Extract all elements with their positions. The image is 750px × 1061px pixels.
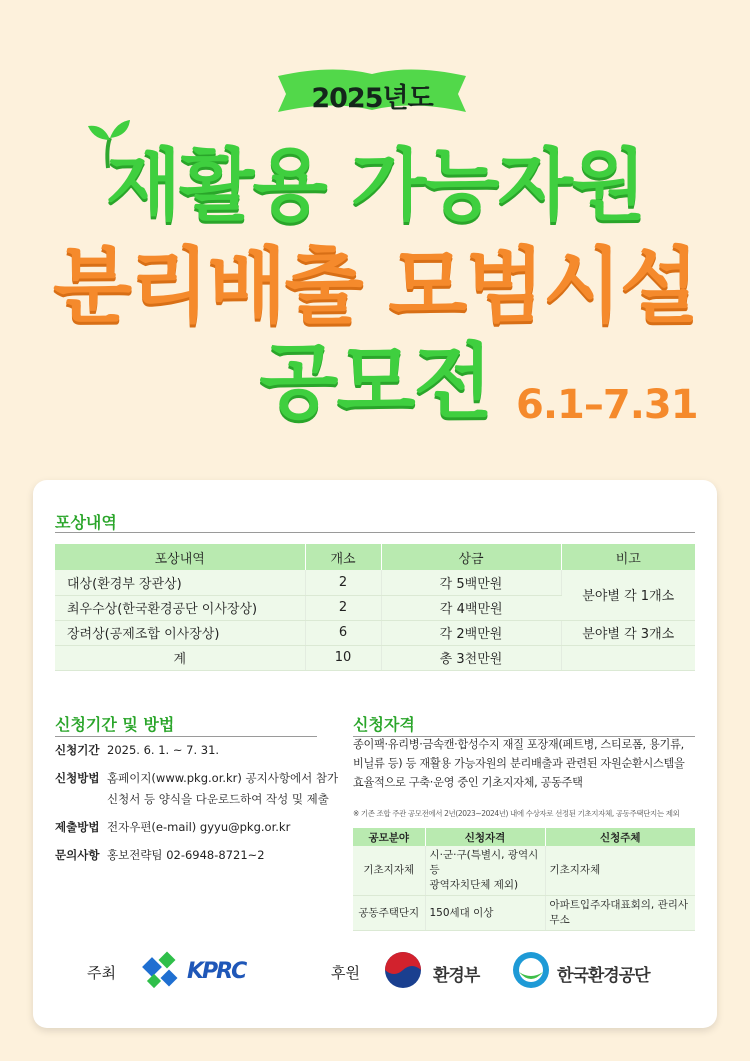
- apply-value: 전자우편(e-mail) gyyu@pkg.or.kr: [107, 820, 291, 834]
- host-label: 주최: [87, 964, 116, 982]
- table-row: [55, 570, 695, 595]
- host-logo-text: KPRC: [187, 959, 246, 984]
- elig-qual: 150세대 이상: [425, 896, 545, 931]
- prize-note: 분야별 각 1개소: [561, 570, 695, 620]
- list-item: [55, 745, 338, 761]
- eligibility-note: ※ 기존 조합 주관 공모전에서 2년(2023~2024년) 내에 수상자로 선정된 기초지자체, 공동주택단지는 제외: [353, 809, 680, 818]
- prize-table: [55, 544, 695, 671]
- prize-header-count: 개소: [305, 544, 381, 570]
- prize-header-name: 포상내역: [55, 544, 305, 570]
- list-item: [55, 850, 338, 866]
- apply-value: 2025. 6. 1. ~ 7. 31.: [107, 743, 220, 757]
- prize-amount: 총 3천만원: [381, 645, 561, 670]
- table-row: [55, 620, 695, 645]
- prize-count: 10: [305, 645, 381, 670]
- apply-key: 신청방법: [55, 771, 100, 785]
- apply-value: 홍보전략팀 02-6948-8721~2: [107, 848, 265, 862]
- sponsor-2-name: 한국환경공단: [557, 966, 650, 986]
- elig-header-qual: 신청자격: [425, 828, 545, 846]
- elig-qual: 시·군·구(특별시, 광역시 등: [429, 849, 539, 876]
- elig-header-subject: 신청주체: [545, 828, 695, 846]
- prize-name: 계: [55, 645, 305, 670]
- eligibility-text: [353, 735, 693, 792]
- prize-note: 분야별 각 3개소: [561, 620, 695, 645]
- prize-header-note: 비고: [561, 544, 695, 570]
- prize-name: 대상(환경부 장관상): [55, 570, 305, 595]
- keco-logo-icon: [511, 950, 551, 990]
- eligibility-line: 효율적으로 구축·운영 중인 기초지자체, 공동주택: [353, 776, 583, 789]
- elig-field: 공동주택단지: [353, 896, 425, 931]
- table-row: [55, 645, 695, 670]
- apply-section-title: 신청기간 및 방법: [55, 715, 175, 734]
- title-line-1: 재활용 가능자원: [105, 141, 645, 231]
- prize-count: 6: [305, 620, 381, 645]
- title-line-2: 분리배출 모범시설: [52, 239, 698, 334]
- title-line-3: 공모전: [259, 335, 491, 430]
- prize-amount: 각 4백만원: [381, 595, 561, 620]
- moe-logo-icon: [383, 950, 423, 990]
- apply-value-cont: 신청서 등 양식을 다운로드하여 작성 및 제출: [107, 792, 329, 806]
- table-row: [353, 846, 695, 896]
- prize-count: 2: [305, 570, 381, 595]
- divider: [55, 736, 317, 737]
- table-row: [353, 896, 695, 931]
- elig-header-field: 공모분야: [353, 828, 425, 846]
- prize-name: 최우수상(한국환경공단 이사장상): [55, 595, 305, 620]
- prize-note-empty: [561, 645, 695, 670]
- apply-key: 제출방법: [55, 820, 100, 834]
- elig-subject: 기초지자체: [545, 846, 695, 896]
- prize-amount: 각 5백만원: [381, 570, 561, 595]
- prize-amount: 각 2백만원: [381, 620, 561, 645]
- apply-value: 홈페이지(www.pkg.or.kr) 공지사항에서 참가: [107, 771, 339, 785]
- apply-key: 문의사항: [55, 848, 100, 862]
- eligibility-line: 비닐류 등) 등 재활용 가능자원의 분리배출과 관련된 자원순환시스템을: [353, 757, 685, 770]
- list-item: [55, 773, 338, 810]
- year-label: 2025년도: [311, 83, 433, 114]
- sponsor-label: 후원: [331, 964, 360, 982]
- apply-key: 신청기간: [55, 743, 100, 757]
- elig-field: 기초지자체: [353, 846, 425, 896]
- prize-section-title: 포상내역: [55, 513, 117, 532]
- list-item: [55, 822, 338, 838]
- eligibility-section-title: 신청자격: [353, 715, 415, 734]
- eligibility-table: [353, 828, 695, 931]
- prize-name: 장려상(공제조합 이사장상): [55, 620, 305, 645]
- apply-info-list: [55, 745, 338, 878]
- prize-header-amount: 상금: [381, 544, 561, 570]
- kprc-logo-icon: [141, 950, 183, 992]
- sponsor-1-name: 환경부: [433, 966, 480, 986]
- divider: [55, 532, 695, 533]
- contest-dates: 6.1–7.31: [516, 382, 698, 428]
- elig-subject: 아파트입주자대표회의, 관리사무소: [545, 896, 695, 931]
- prize-count: 2: [305, 595, 381, 620]
- elig-qual-cont: 광역자치단체 제외): [429, 879, 519, 891]
- info-card: [33, 480, 717, 1028]
- eligibility-line: 종이팩·유리병·금속캔·합성수지 재질 포장재(페트병, 스티로폼, 용기류,: [353, 738, 684, 751]
